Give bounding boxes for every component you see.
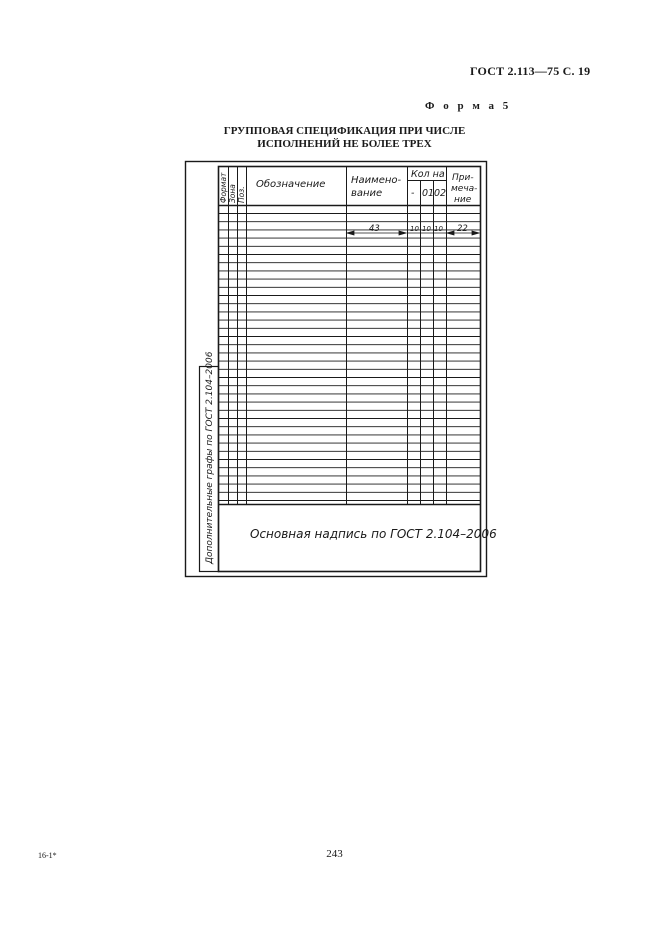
column-format-label: Формат [219, 172, 228, 203]
sheet-mark: 16-1* [38, 851, 57, 860]
dimension-arrow-left [347, 231, 354, 235]
column-quantity-label: Кол на [411, 169, 445, 180]
dimension-value-qty-b: 10 [422, 225, 431, 233]
page-number: 243 [326, 848, 343, 860]
column-note-label-3: ние [454, 195, 472, 205]
quantity-01-label: 01 [422, 188, 435, 199]
quantity-dash-label: - [411, 188, 415, 199]
dimension-arrow-note-right [472, 231, 479, 235]
dimension-arrow-note-left [447, 231, 454, 235]
column-zone-label: Зона [228, 184, 237, 203]
title-block-label: Основная надпись по ГОСТ 2.104–2006 [250, 527, 497, 541]
column-note-label-1: При- [452, 173, 474, 183]
dimension-value-22: 22 [457, 224, 468, 234]
dimension-value-43: 43 [369, 224, 380, 234]
column-position-label: Поз. [237, 186, 246, 203]
column-designation-label: Обозначение [256, 179, 326, 190]
dimension-arrow-right [399, 231, 406, 235]
document-standard-header: ГОСТ 2.113—75 С. 19 [470, 64, 591, 78]
column-note-label-2: меча- [451, 184, 478, 194]
column-name-label-1: Наимено- [351, 175, 402, 186]
column-name-label-2: вание [351, 188, 383, 199]
form-title-line-2: ИСПОЛНЕНИЙ НЕ БОЛЕЕ ТРЕХ [257, 138, 432, 150]
dimension-value-qty-c: 10 [434, 225, 443, 233]
quantity-02-label: 02 [434, 188, 447, 199]
dimension-value-qty-a: 10 [410, 225, 419, 233]
form-title-line-1: ГРУППОВАЯ СПЕЦИФИКАЦИЯ ПРИ ЧИСЛЕ [223, 125, 466, 137]
form-number-label: Ф о р м а 5 [425, 100, 512, 112]
additional-columns-label: Дополнительные графы по ГОСТ 2.104–2006 [205, 351, 215, 564]
